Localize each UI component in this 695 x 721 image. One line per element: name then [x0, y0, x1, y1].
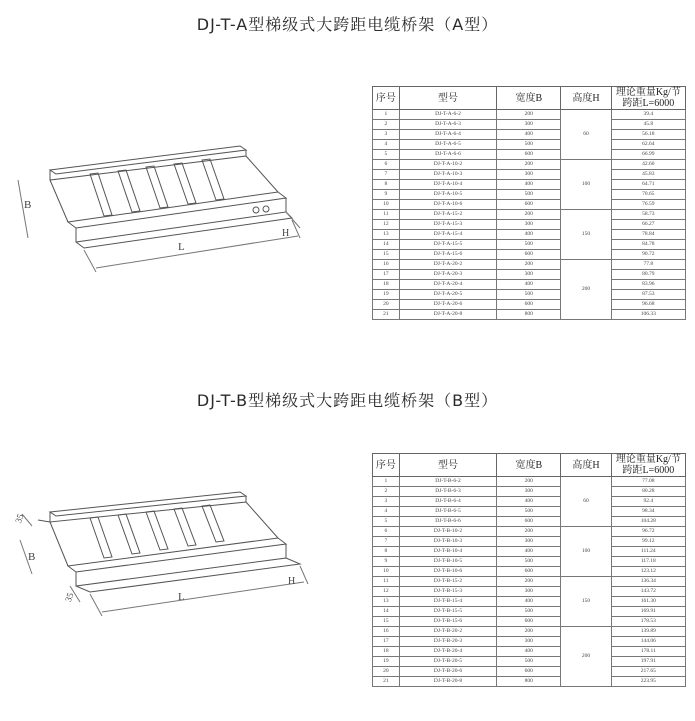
cell-model: DJ-T-B-10-2: [399, 527, 497, 537]
cell-no: 3: [373, 130, 400, 140]
cell-no: 17: [373, 270, 400, 280]
cell-no: 2: [373, 120, 400, 130]
table-row: [373, 190, 686, 200]
cell-width: 300: [497, 537, 561, 547]
table-row: [373, 677, 686, 687]
cell-weight: 77.8: [611, 260, 685, 270]
cell-weight: 223.95: [611, 677, 685, 687]
cell-weight: 143.72: [611, 587, 685, 597]
table-row: [373, 647, 686, 657]
table-row: [373, 497, 686, 507]
cell-width: 400: [497, 497, 561, 507]
section-b-title: DJ-T-B型梯级式大跨距电缆桥架（B型）: [196, 391, 499, 410]
cell-weight: 56.18: [611, 130, 685, 140]
cell-model: DJ-T-A-6-6: [399, 150, 497, 160]
cell-no: 11: [373, 577, 400, 587]
cell-model: DJ-T-B-15-3: [399, 587, 497, 597]
table-header-row: [373, 454, 686, 477]
cell-width: 400: [497, 280, 561, 290]
cell-weight: 106.33: [611, 310, 685, 320]
cell-model: DJ-T-B-15-5: [399, 607, 497, 617]
dim-l-line: [84, 220, 300, 272]
cell-model: DJ-T-B-6-6: [399, 517, 497, 527]
cell-model: DJ-T-B-20-4: [399, 647, 497, 657]
table-row: [373, 547, 686, 557]
table-row: [373, 220, 686, 230]
cell-width: 600: [497, 567, 561, 577]
table-row: [373, 597, 686, 607]
near-rail: [68, 538, 286, 572]
tray-a-drawing: [10, 140, 310, 280]
cell-weight: 78.84: [611, 230, 685, 240]
cell-no: 6: [373, 527, 400, 537]
table-row: [373, 170, 686, 180]
cell-width: 600: [497, 150, 561, 160]
cell-model: DJ-T-B-6-5: [399, 507, 497, 517]
cell-model: DJ-T-B-6-2: [399, 477, 497, 487]
cell-width: 200: [497, 260, 561, 270]
cell-width: 400: [497, 180, 561, 190]
tray-b-drawing: [10, 490, 310, 620]
cell-no: 16: [373, 260, 400, 270]
cell-weight: 64.71: [611, 180, 685, 190]
header-weight-line1: 理论重量Kg/节: [615, 87, 681, 98]
header-model: 型号: [399, 454, 497, 477]
cell-width: 300: [497, 270, 561, 280]
cell-model: DJ-T-A-15-4: [399, 230, 497, 240]
cell-model: DJ-T-B-20-5: [399, 657, 497, 667]
cell-width: 600: [497, 250, 561, 260]
bolt-hole: [263, 206, 269, 212]
cell-height: 150: [561, 210, 611, 260]
cell-weight: 169.91: [611, 607, 685, 617]
cell-model: DJ-T-A-20-6: [399, 300, 497, 310]
cell-no: 3: [373, 497, 400, 507]
cell-no: 8: [373, 547, 400, 557]
cell-weight: 92.4: [611, 497, 685, 507]
cell-model: DJ-T-A-6-3: [399, 120, 497, 130]
dim-h-label: H: [282, 228, 290, 239]
cell-width: 200: [497, 627, 561, 637]
cell-weight: 161.30: [611, 597, 685, 607]
cell-no: 14: [373, 240, 400, 250]
cell-no: 6: [373, 160, 400, 170]
cell-width: 300: [497, 487, 561, 497]
near-rail-side: [76, 198, 286, 242]
table-row: [373, 120, 686, 130]
table-row: [373, 507, 686, 517]
spec-table-a: [372, 86, 686, 320]
table-row: [373, 110, 686, 120]
dim-l-label: L: [178, 591, 185, 603]
cell-width: 400: [497, 547, 561, 557]
cell-no: 15: [373, 617, 400, 627]
dim-h-label: H: [288, 576, 296, 587]
cell-width: 300: [497, 637, 561, 647]
cell-model: DJ-T-A-15-2: [399, 210, 497, 220]
table-row: [373, 230, 686, 240]
table-row: [373, 637, 686, 647]
cell-width: 500: [497, 507, 561, 517]
cell-weight: 87.53: [611, 290, 685, 300]
cell-height: 150: [561, 577, 611, 627]
dim-35-top-label: 35: [13, 512, 26, 525]
table-row: [373, 527, 686, 537]
cell-weight: 66.27: [611, 220, 685, 230]
cell-weight: 197.91: [611, 657, 685, 667]
cell-weight: 96.72: [611, 527, 685, 537]
cell-model: DJ-T-A-15-3: [399, 220, 497, 230]
table-row: [373, 567, 686, 577]
cell-weight: 144.06: [611, 637, 685, 647]
cell-weight: 83.96: [611, 280, 685, 290]
cell-weight: 84.78: [611, 240, 685, 250]
cell-width: 400: [497, 230, 561, 240]
table-row: [373, 280, 686, 290]
cell-model: DJ-T-A-6-2: [399, 110, 497, 120]
cell-width: 600: [497, 300, 561, 310]
cell-no: 9: [373, 190, 400, 200]
cell-width: 500: [497, 657, 561, 667]
cell-model: DJ-T-B-10-6: [399, 567, 497, 577]
cell-model: DJ-T-B-20-6: [399, 667, 497, 677]
cell-weight: 80.79: [611, 270, 685, 280]
cell-model: DJ-T-B-20-8: [399, 677, 497, 687]
left-end-edge: [50, 522, 68, 566]
left-end-edge: [50, 180, 68, 222]
cell-no: 8: [373, 180, 400, 190]
cell-height: 200: [561, 260, 611, 320]
header-weight: [611, 87, 685, 110]
table-row: [373, 300, 686, 310]
cell-weight: 178.11: [611, 647, 685, 657]
cell-model: DJ-T-A-20-3: [399, 270, 497, 280]
table-row: [373, 200, 686, 210]
cell-width: 300: [497, 220, 561, 230]
dim-b-label: B: [24, 199, 32, 211]
cell-width: 300: [497, 587, 561, 597]
dim-35-bottom-label: 35: [62, 591, 76, 604]
cell-width: 300: [497, 170, 561, 180]
cell-no: 10: [373, 567, 400, 577]
table-row: [373, 617, 686, 627]
cell-no: 11: [373, 210, 400, 220]
table-row: [373, 140, 686, 150]
cell-weight: 66.99: [611, 150, 685, 160]
cell-weight: 58.73: [611, 210, 685, 220]
cell-weight: 123.12: [611, 567, 685, 577]
header-weight-line2: 跨距L=6000: [622, 98, 675, 109]
table-row: [373, 210, 686, 220]
cell-no: 13: [373, 230, 400, 240]
cell-weight: 76.59: [611, 200, 685, 210]
table-row: [373, 587, 686, 597]
cell-width: 200: [497, 577, 561, 587]
right-end-edge: [246, 156, 278, 192]
table-row: [373, 250, 686, 260]
cell-height: 100: [561, 527, 611, 577]
cell-weight: 217.65: [611, 667, 685, 677]
cell-model: DJ-T-A-6-5: [399, 140, 497, 150]
cell-no: 14: [373, 607, 400, 617]
header-width: 宽度B: [497, 87, 561, 110]
cell-no: 21: [373, 310, 400, 320]
table-header-row: [373, 87, 686, 110]
header-weight-line2: 跨距L=6000: [622, 465, 675, 476]
far-flange: [38, 520, 50, 522]
cell-model: DJ-T-B-6-4: [399, 497, 497, 507]
cell-weight: 111.24: [611, 547, 685, 557]
far-rail-side: [50, 150, 246, 180]
header-model: 型号: [399, 87, 497, 110]
cell-width: 200: [497, 110, 561, 120]
cell-weight: 104.28: [611, 517, 685, 527]
cell-width: 500: [497, 557, 561, 567]
cell-width: 500: [497, 290, 561, 300]
cell-no: 20: [373, 300, 400, 310]
cell-model: DJ-T-A-10-5: [399, 190, 497, 200]
cell-width: 400: [497, 130, 561, 140]
cell-model: DJ-T-A-10-6: [399, 200, 497, 210]
header-height: 高度H: [561, 454, 611, 477]
dim-l-line: [90, 566, 308, 616]
cell-model: DJ-T-B-10-4: [399, 547, 497, 557]
cell-no: 20: [373, 667, 400, 677]
cell-width: 500: [497, 240, 561, 250]
table-row: [373, 557, 686, 567]
cell-width: 800: [497, 310, 561, 320]
cell-weight: 70.65: [611, 190, 685, 200]
cell-width: 600: [497, 200, 561, 210]
cell-no: 2: [373, 487, 400, 497]
cell-no: 18: [373, 280, 400, 290]
cell-weight: 62.64: [611, 140, 685, 150]
cell-no: 21: [373, 677, 400, 687]
table-row: [373, 260, 686, 270]
cell-model: DJ-T-B-15-2: [399, 577, 497, 587]
cell-width: 200: [497, 477, 561, 487]
table-row: [373, 150, 686, 160]
table-row: [373, 667, 686, 677]
cell-width: 500: [497, 607, 561, 617]
spec-table-b: [372, 453, 686, 687]
header-width: 宽度B: [497, 454, 561, 477]
cell-weight: 98.34: [611, 507, 685, 517]
rungs: [90, 505, 224, 558]
cell-model: DJ-T-A-20-4: [399, 280, 497, 290]
cell-height: 60: [561, 477, 611, 527]
table-row: [373, 517, 686, 527]
cell-model: DJ-T-A-20-8: [399, 310, 497, 320]
cell-no: 10: [373, 200, 400, 210]
cell-model: DJ-T-A-10-2: [399, 160, 497, 170]
cell-model: DJ-T-A-20-5: [399, 290, 497, 300]
cell-width: 600: [497, 517, 561, 527]
cell-no: 5: [373, 150, 400, 160]
cell-model: DJ-T-A-6-4: [399, 130, 497, 140]
cell-no: 12: [373, 220, 400, 230]
cell-weight: 42.60: [611, 160, 685, 170]
cell-width: 200: [497, 527, 561, 537]
cell-width: 500: [497, 190, 561, 200]
header-no: 序号: [373, 454, 400, 477]
cell-model: DJ-T-B-10-5: [399, 557, 497, 567]
cell-width: 800: [497, 677, 561, 687]
table-row: [373, 160, 686, 170]
cell-weight: 99.12: [611, 537, 685, 547]
cell-weight: 117.18: [611, 557, 685, 567]
cell-model: DJ-T-B-20-3: [399, 637, 497, 647]
cell-weight: 45.8: [611, 120, 685, 130]
cell-model: DJ-T-B-6-3: [399, 487, 497, 497]
table-row: [373, 270, 686, 280]
cell-model: DJ-T-A-10-3: [399, 170, 497, 180]
cell-weight: 80.28: [611, 487, 685, 497]
table-row: [373, 487, 686, 497]
cell-weight: 96.68: [611, 300, 685, 310]
table-row: [373, 627, 686, 637]
cell-height: 100: [561, 160, 611, 210]
cell-model: DJ-T-A-10-4: [399, 180, 497, 190]
cell-no: 18: [373, 647, 400, 657]
near-rail-flange: [76, 558, 300, 592]
cell-width: 400: [497, 647, 561, 657]
cell-model: DJ-T-B-15-6: [399, 617, 497, 627]
bolt-hole: [253, 207, 259, 213]
table-row: [373, 240, 686, 250]
table-row: [373, 657, 686, 667]
table-row: [373, 130, 686, 140]
cell-no: 12: [373, 587, 400, 597]
cell-no: 1: [373, 477, 400, 487]
cell-width: 600: [497, 617, 561, 627]
cell-width: 200: [497, 160, 561, 170]
table-row: [373, 607, 686, 617]
cell-no: 19: [373, 290, 400, 300]
cell-no: 17: [373, 637, 400, 647]
right-end-edge: [246, 502, 278, 538]
cell-weight: 136.34: [611, 577, 685, 587]
dim-h-line: [286, 212, 300, 228]
cell-model: DJ-T-B-10-3: [399, 537, 497, 547]
header-weight-line1: 理论重量Kg/节: [615, 454, 681, 465]
header-height: 高度H: [561, 87, 611, 110]
cell-weight: 139.89: [611, 627, 685, 637]
table-row: [373, 577, 686, 587]
table-row: [373, 290, 686, 300]
cell-model: DJ-T-B-15-4: [399, 597, 497, 607]
cell-width: 400: [497, 597, 561, 607]
cell-no: 9: [373, 557, 400, 567]
cell-model: DJ-T-A-15-5: [399, 240, 497, 250]
cell-width: 600: [497, 667, 561, 677]
cell-no: 4: [373, 140, 400, 150]
cell-no: 4: [373, 507, 400, 517]
cell-weight: 77.08: [611, 477, 685, 487]
dim-b-label: B: [28, 551, 36, 563]
cell-model: DJ-T-A-15-6: [399, 250, 497, 260]
cell-no: 13: [373, 597, 400, 607]
cell-no: 19: [373, 657, 400, 667]
cell-model: DJ-T-A-20-2: [399, 260, 497, 270]
cell-weight: 90.72: [611, 250, 685, 260]
header-no: 序号: [373, 87, 400, 110]
cell-weight: 45.83: [611, 170, 685, 180]
table-row: [373, 477, 686, 487]
cell-no: 1: [373, 110, 400, 120]
cell-width: 200: [497, 210, 561, 220]
table-row: [373, 310, 686, 320]
cell-width: 300: [497, 120, 561, 130]
dim-l-label: L: [178, 241, 185, 253]
cell-height: 200: [561, 627, 611, 687]
cell-weight: 39.4: [611, 110, 685, 120]
table-row: [373, 180, 686, 190]
cell-no: 7: [373, 537, 400, 547]
header-weight: [611, 454, 685, 477]
table-row: [373, 537, 686, 547]
cell-no: 15: [373, 250, 400, 260]
cell-no: 16: [373, 627, 400, 637]
cell-model: DJ-T-B-20-2: [399, 627, 497, 637]
cell-no: 7: [373, 170, 400, 180]
cell-width: 500: [497, 140, 561, 150]
section-a-title: DJ-T-A型梯级式大跨距电缆桥架（A型）: [196, 15, 499, 34]
cell-height: 60: [561, 110, 611, 160]
cell-no: 5: [373, 517, 400, 527]
cell-weight: 178.53: [611, 617, 685, 627]
